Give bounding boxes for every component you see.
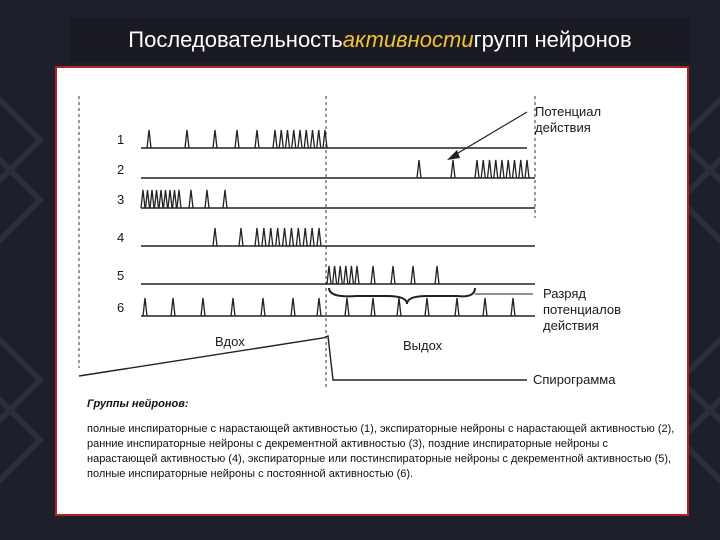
- spike-row6-9: [371, 298, 375, 316]
- burst-brace: [329, 288, 475, 304]
- spike-row5-10: [435, 266, 439, 284]
- spike-row2-4: [481, 160, 485, 178]
- spike-row6-3: [201, 298, 205, 316]
- spike-row4-1: [213, 228, 217, 246]
- spike-row2-1: [417, 160, 421, 178]
- burst-label-line3: действия: [543, 318, 599, 333]
- spike-row3-6: [164, 190, 168, 208]
- spike-row1-13: [317, 130, 321, 148]
- spike-row2-6: [494, 160, 498, 178]
- spike-row6-1: [143, 298, 147, 316]
- action-potential-label-line1: Потенциал: [535, 104, 602, 119]
- spike-row2-8: [506, 160, 510, 178]
- spike-row3-8: [173, 190, 177, 208]
- spike-row1-5: [255, 130, 259, 148]
- spike-row1-9: [292, 130, 296, 148]
- spike-row4-4: [262, 228, 266, 246]
- caption-heading: Группы нейронов:: [87, 398, 189, 410]
- spike-row5-7: [371, 266, 375, 284]
- spike-row4-10: [303, 228, 307, 246]
- spike-row1-3: [213, 130, 217, 148]
- spike-row2-7: [500, 160, 504, 178]
- spike-row6-7: [317, 298, 321, 316]
- action-potential-label-line2: действия: [535, 120, 591, 135]
- content-panel: [55, 66, 689, 516]
- slide-title: [70, 18, 690, 62]
- spike-row3-10: [189, 190, 193, 208]
- inhale-label: Вдох: [215, 334, 245, 349]
- spike-row6-14: [511, 298, 515, 316]
- spike-row3-5: [159, 190, 163, 208]
- spike-row1-1: [147, 130, 151, 148]
- spike-row5-9: [411, 266, 415, 284]
- spike-row5-1: [327, 266, 331, 284]
- spike-row3-12: [223, 190, 227, 208]
- spike-row4-11: [310, 228, 314, 246]
- spike-row6-8: [345, 298, 349, 316]
- spike-row3-2: [146, 190, 150, 208]
- spike-row5-5: [349, 266, 353, 284]
- spike-row2-9: [513, 160, 517, 178]
- spike-row4-2: [239, 228, 243, 246]
- caption-text: полные инспираторные с нарастающей активностью (1), экспираторные нейроны с нарастающей активностью (2), ранние инспираторные нейроны с декрементной активностью (3), поздние инспираторные нейроны с нарастающей активностью (4), экспираторные или постинспираторные нейроны с декрементной активностью (5), полные инспираторные нейроны с постоянной активностью (6).: [87, 423, 675, 480]
- spike-row1-7: [279, 130, 283, 148]
- spike-row5-2: [333, 266, 337, 284]
- spike-row2-2: [451, 160, 455, 178]
- arrowhead-icon: [447, 150, 460, 160]
- row-label-6: 6: [117, 300, 125, 315]
- row-label-5: 5: [117, 268, 125, 283]
- spike-row2-11: [525, 160, 529, 178]
- row-label-3: 3: [117, 192, 125, 207]
- spike-row6-11: [425, 298, 429, 316]
- spike-row6-12: [455, 298, 459, 316]
- spike-row3-9: [177, 190, 181, 208]
- spike-row4-8: [289, 228, 293, 246]
- row-label-4: 4: [117, 230, 125, 245]
- spike-row3-3: [150, 190, 154, 208]
- spike-row5-8: [391, 266, 395, 284]
- spike-row5-6: [355, 266, 359, 284]
- spike-row3-7: [168, 190, 172, 208]
- spike-row6-2: [171, 298, 175, 316]
- action-potential-arrow: [453, 112, 527, 156]
- spike-row4-3: [255, 228, 259, 246]
- spike-row2-3: [475, 160, 479, 178]
- spike-row6-13: [483, 298, 487, 316]
- title-highlight: активности: [342, 27, 474, 52]
- spike-row6-4: [231, 298, 235, 316]
- spike-row6-6: [291, 298, 295, 316]
- spike-row5-4: [344, 266, 348, 284]
- spike-row3-4: [155, 190, 159, 208]
- spirogram-label: Спирограмма: [533, 372, 616, 387]
- neuron-activity-diagram: [57, 68, 687, 398]
- spike-row4-12: [317, 228, 321, 246]
- spike-row1-10: [298, 130, 302, 148]
- title-text-end: групп нейронов: [473, 27, 632, 52]
- exhale-label: Выдох: [403, 338, 443, 353]
- spike-row6-5: [261, 298, 265, 316]
- spike-row4-6: [276, 228, 280, 246]
- burst-label-line1: Разряд: [543, 286, 586, 301]
- spike-row1-2: [185, 130, 189, 148]
- row-label-2: 2: [117, 162, 125, 177]
- spike-row2-10: [519, 160, 523, 178]
- spike-row3-1: [141, 190, 145, 208]
- spike-row1-4: [235, 130, 239, 148]
- row-label-1: 1: [117, 132, 125, 147]
- spike-row1-8: [286, 130, 290, 148]
- spirogram-trace: [79, 336, 527, 380]
- spike-row1-11: [304, 130, 308, 148]
- spike-row3-11: [205, 190, 209, 208]
- spike-row1-6: [273, 130, 277, 148]
- spike-row6-10: [397, 298, 401, 316]
- spike-row2-5: [488, 160, 492, 178]
- spike-row4-5: [269, 228, 273, 246]
- spike-row5-3: [338, 266, 342, 284]
- spike-row4-7: [283, 228, 287, 246]
- burst-label-line2: потенциалов: [543, 302, 622, 317]
- spike-row4-9: [296, 228, 300, 246]
- spike-row1-12: [311, 130, 315, 148]
- title-text-start: Последовательность: [128, 27, 343, 52]
